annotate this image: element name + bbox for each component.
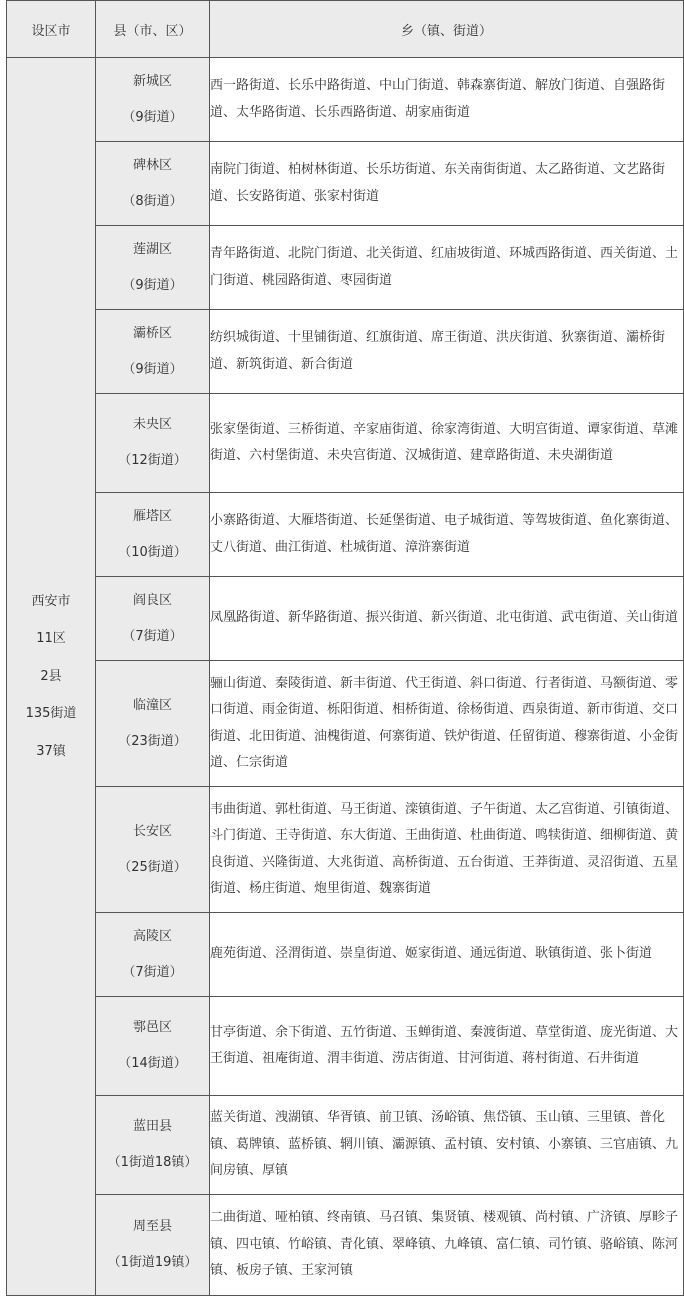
county-name: 蓝田县 xyxy=(132,1119,172,1134)
table-body xyxy=(7,58,684,1296)
header-county: 县（市、区） xyxy=(96,1,210,58)
county-name: 周至县 xyxy=(132,1219,172,1234)
towns-cell: 凤凰路街道、新华路街道、振兴街道、新兴街道、北屯街道、武屯街道、关山街道 xyxy=(210,577,684,661)
table-row xyxy=(7,226,684,310)
header-city: 设区市 xyxy=(7,1,96,58)
table-row xyxy=(7,661,684,787)
county-name: 灞桥区 xyxy=(132,325,172,341)
towns-cell: 青年路街道、北院门街道、北关街道、红庙坡街道、环城西路街道、西关街道、土门街道、桃园路街道、枣园街道 xyxy=(210,226,684,310)
county-cell xyxy=(96,1195,210,1296)
towns-cell: 鹿苑街道、泾渭街道、崇皇街道、姬家街道、通远街道、耿镇街道、张卜街道 xyxy=(210,913,684,997)
header-row xyxy=(7,1,684,58)
county-cell xyxy=(96,1096,210,1195)
county-cell xyxy=(96,394,210,493)
table-row xyxy=(7,997,684,1096)
county-count: （7街道） xyxy=(122,628,183,644)
towns-cell: 小寨路街道、大雁塔街道、长延堡街道、电子城街道、等驾坡街道、鱼化寨街道、丈八街道、曲江街道、杜城街道、漳浒寨街道 xyxy=(210,493,684,577)
county-count: （9街道） xyxy=(122,277,183,293)
city-towns: 37镇 xyxy=(36,743,66,759)
table-row xyxy=(7,493,684,577)
county-cell xyxy=(96,310,210,394)
table-row xyxy=(7,913,684,997)
county-cell xyxy=(96,577,210,661)
county-count: （25街道） xyxy=(118,859,187,875)
table-row xyxy=(7,787,684,913)
towns-cell: 骊山街道、秦陵街道、新丰街道、代王街道、斜口街道、行者街道、马额街道、零口街道、雨金街道、栎阳街道、相桥街道、徐杨街道、西泉街道、新市街道、交口街道、北田街道、油槐街道、何寨街道、铁炉街道、任留街道、穆寨街道、小金街道、仁宗街道 xyxy=(210,661,684,787)
county-count: （1街道18镇） xyxy=(107,1155,198,1170)
admin-division-table xyxy=(6,0,684,1296)
county-count: （8街道） xyxy=(122,193,183,209)
county-count: （9街道） xyxy=(122,109,183,125)
towns-cell: 二曲街道、哑柏镇、终南镇、马召镇、集贤镇、楼观镇、尚村镇、广济镇、厚畛子镇、四屯镇、竹峪镇、青化镇、翠峰镇、九峰镇、富仁镇、司竹镇、骆峪镇、陈河镇、板房子镇、王家河镇 xyxy=(210,1195,684,1296)
table-row xyxy=(7,577,684,661)
county-count: （7街道） xyxy=(122,964,183,980)
city-subdistricts: 135街道 xyxy=(25,706,77,722)
county-cell xyxy=(96,58,210,142)
county-cell xyxy=(96,787,210,913)
towns-cell: 甘亭街道、余下街道、五竹街道、玉蝉街道、秦渡街道、草堂街道、庞光街道、大王街道、祖庵街道、渭丰街道、涝店街道、甘河街道、蒋村街道、石井街道 xyxy=(210,997,684,1096)
table-row xyxy=(7,142,684,226)
county-name: 未央区 xyxy=(132,417,172,432)
county-cell xyxy=(96,661,210,787)
county-name: 长安区 xyxy=(132,823,172,839)
city-districts: 11区 xyxy=(36,631,66,647)
city-name: 西安市 xyxy=(31,593,71,609)
towns-cell: 韦曲街道、郭杜街道、马王街道、滦镇街道、子午街道、太乙宫街道、引镇街道、斗门街道、王寺街道、东大街道、王曲街道、杜曲街道、鸣犊街道、细柳街道、黄良街道、兴隆街道、大兆街道、高桥街道、五台街道、王莽街道、灵沼街道、五星街道、杨庄街道、炮里街道、魏寨街道 xyxy=(210,787,684,913)
city-counties: 2县 xyxy=(40,668,62,684)
table-row xyxy=(7,58,684,142)
county-cell xyxy=(96,493,210,577)
county-name: 临潼区 xyxy=(132,697,172,713)
county-count: （10街道） xyxy=(118,544,187,560)
county-cell xyxy=(96,913,210,997)
county-name: 阎良区 xyxy=(132,592,172,608)
towns-cell: 南院门街道、柏树林街道、长乐坊街道、东关南街街道、太乙路街道、文艺路街道、长安路街道、张家村街道 xyxy=(210,142,684,226)
towns-cell: 西一路街道、长乐中路街道、中山门街道、韩森寨街道、解放门街道、自强路街道、太华路街道、长乐西路街道、胡家庙街道 xyxy=(210,58,684,142)
header-town: 乡（镇、街道） xyxy=(210,1,684,58)
table-row xyxy=(7,394,684,493)
county-name: 莲湖区 xyxy=(132,241,172,257)
county-name: 新城区 xyxy=(132,73,172,89)
towns-cell: 蓝关街道、洩湖镇、华胥镇、前卫镇、汤峪镇、焦岱镇、玉山镇、三里镇、普化镇、葛牌镇、蓝桥镇、辋川镇、灞源镇、孟村镇、安村镇、小寨镇、三官庙镇、九间房镇、厚镇 xyxy=(210,1096,684,1195)
county-count: （14街道） xyxy=(118,1056,187,1071)
county-cell xyxy=(96,997,210,1096)
towns-cell: 纺织城街道、十里铺街道、红旗街道、席王街道、洪庆街道、狄寨街道、灞桥街道、新筑街道、新合街道 xyxy=(210,310,684,394)
county-cell xyxy=(96,142,210,226)
county-name: 雁塔区 xyxy=(132,508,172,524)
city-cell xyxy=(7,58,96,1296)
county-name: 碑林区 xyxy=(132,157,172,173)
county-count: （1街道19镇） xyxy=(107,1255,198,1270)
table-row xyxy=(7,1096,684,1195)
county-count: （12街道） xyxy=(118,453,187,468)
county-name: 鄠邑区 xyxy=(132,1020,172,1035)
table-row xyxy=(7,310,684,394)
county-count: （9街道） xyxy=(122,361,183,377)
towns-cell: 张家堡街道、三桥街道、辛家庙街道、徐家湾街道、大明宫街道、谭家街道、草滩街道、六村堡街道、未央宫街道、汉城街道、建章路街道、未央湖街道 xyxy=(210,394,684,493)
table-row xyxy=(7,1195,684,1296)
county-name: 高陵区 xyxy=(132,928,172,944)
county-count: （23街道） xyxy=(118,733,187,749)
county-cell xyxy=(96,226,210,310)
